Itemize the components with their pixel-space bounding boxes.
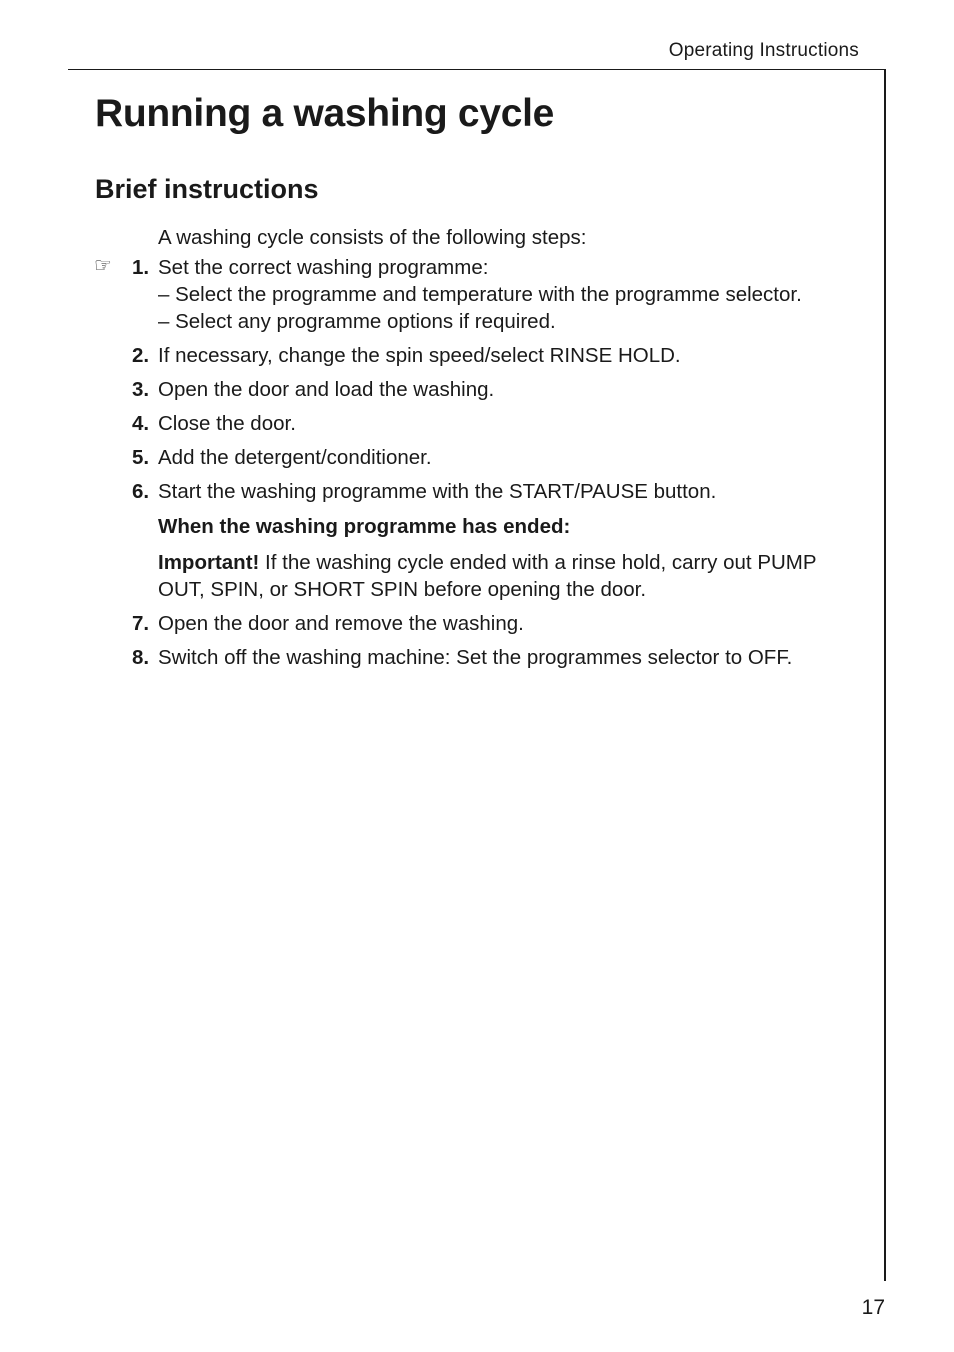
- important-note: [158, 549, 868, 603]
- page-title: Running a washing cycle: [95, 92, 555, 135]
- running-head: Operating Instructions: [668, 40, 859, 61]
- step-number: 7.: [132, 612, 150, 635]
- step-7: [132, 610, 868, 637]
- pointing-hand-icon: ☞: [94, 255, 112, 277]
- step-number: 8.: [132, 646, 150, 669]
- instructions-body: [94, 224, 868, 678]
- step-2: [132, 342, 868, 369]
- step-text: Add the detergent/conditioner.: [158, 446, 432, 469]
- intro-text: A washing cycle consists of the following steps:: [158, 226, 587, 249]
- ended-subheading: When the washing programme has ended:: [158, 515, 571, 538]
- step-text: Close the door.: [158, 412, 296, 435]
- sub-item: – Select any programme options if required.: [158, 310, 556, 333]
- step-5: [132, 444, 868, 471]
- step-text: Open the door and remove the washing.: [158, 612, 524, 635]
- page-number: 17: [861, 1296, 885, 1319]
- sub-item: – Select the programme and temperature with the programme selector.: [158, 283, 802, 306]
- step-number: 4.: [132, 412, 150, 435]
- important-label: Important!: [158, 551, 260, 574]
- step-number: 3.: [132, 378, 150, 401]
- step-1: [94, 254, 868, 335]
- step-6: [132, 478, 868, 505]
- section-heading: Brief instructions: [95, 174, 319, 204]
- step-number: 1.: [132, 256, 150, 279]
- step-number: 5.: [132, 446, 150, 469]
- step-number: 2.: [132, 344, 150, 367]
- header-rule: [68, 69, 886, 70]
- step-8: [132, 644, 868, 671]
- step-text: Switch off the washing machine: Set the programmes selector to OFF.: [158, 646, 793, 669]
- step-number: 6.: [132, 480, 150, 503]
- step-text: Set the correct washing programme:: [158, 256, 489, 279]
- margin-rule: [884, 69, 886, 1281]
- step-text: Start the washing programme with the START/PAUSE button.: [158, 480, 717, 503]
- step-text: If necessary, change the spin speed/select RINSE HOLD.: [158, 344, 681, 367]
- step-3: [132, 376, 868, 403]
- step-text: Open the door and load the washing.: [158, 378, 495, 401]
- step-4: [132, 410, 868, 437]
- important-text: If the washing cycle ended with a rinse hold, carry out PUMP OUT, SPIN, or SHORT SPIN before opening the door.: [158, 551, 817, 601]
